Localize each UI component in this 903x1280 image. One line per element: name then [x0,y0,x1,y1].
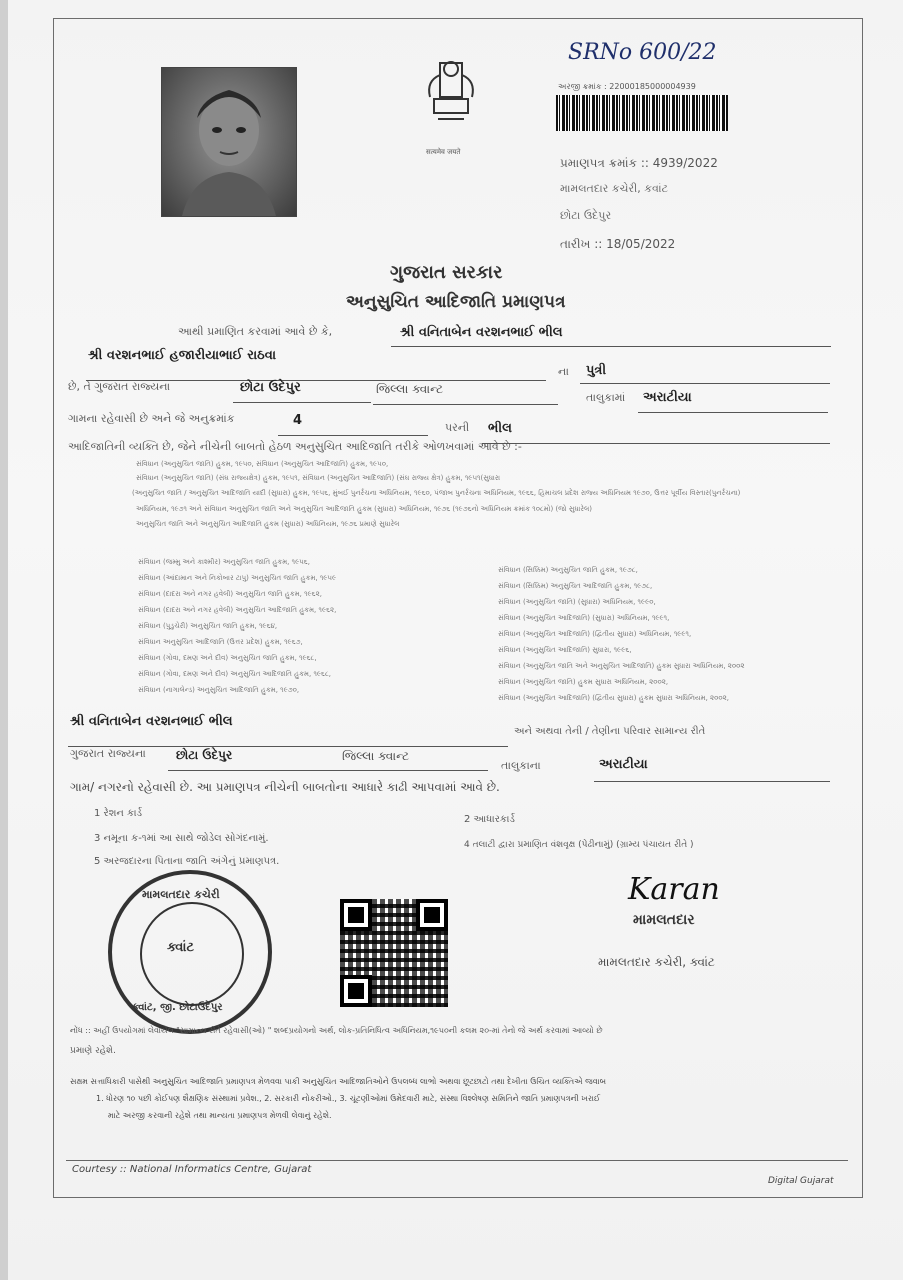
document-item: 2 આધારકાર્ડ [464,814,515,825]
village-value: અરાટીયા [643,390,692,405]
certificate-number: પ્રમાણપત્ર ક્રમાંક :: 4939/2022 [560,156,718,170]
na-label: ના [558,365,569,378]
document-item: 4 તલાટી દ્વારા પ્રમાણિત વંશવૃક્ષ (પેઢીનામું) (ગ્રામ્ય પંચાયત રીતે ) [464,840,694,850]
jilla-kwant-2: જિલ્લા ક્વાન્ટ [342,749,410,763]
tribe-value: ભીલ [488,421,512,436]
order-line-2: સંવિધાન (અનુસુચિત જાતિ) (સંઘ રાજ્યક્ષેત્ર) હુકમ, ૧૯૫૧, સંવિધાન (અનુસુચિત આદિજાતિ) (સંઘ રાજ્ય ક્ષેત્ર) હુકમ, ૧૯૫૧(સુધારા [136,474,501,482]
list-left-item: સંવિધાન (જમ્મુ અને કાશ્મીર) અનુસુચિત જાતિ હુકમ, ૧૯૫૬, [138,558,310,566]
list-left-item: સંવિધાન અનુસુચિત આદિજાતિ (ઉત્તર પ્રદેશ) હુકમ, ૧૯૬૭, [138,638,303,646]
emblem-motto: सत्यमेव जयते [426,148,461,156]
list-left-item: સંવિધાન (દાદરા અને નગર હવેલી) અનુસુચિત આદિજાતિ હુકમ, ૧૯૬૨, [138,606,337,614]
list-right-item: સંવિધાન (અનુસુચિત જાતિ અને અનુસુચિત આદિજાતિ) હુકમ સુધારા અધિનિયમ, ૨૦૦૨ [498,662,745,670]
list-right-item: સંવિધાન (અનુસુચિત આદિજાતિ) (દ્વિતીય સુધારા) હુકમ સુધારા અધિનિયમ, ૨૦૦૨, [498,694,729,702]
officer-title: મામલતદાર [633,912,695,928]
national-emblem-icon [418,55,484,145]
seal-bottom-text: ક્વાંટ, જી. છોટાઉદેપુર [132,1002,223,1013]
parni-label: પરની [445,421,470,434]
order-line-3: (અનુસુચિત જાતિ / અનુસુચિત આદિજાતિ યાદી (સુધારા) હુકમ, ૧૯૫૬, મુંબઈ પુનર્રચના અધિનિયમ, ૧૯૬૦, પંજાબ પુનર્રચના અધિનિયમ, ૧૯૬૬, હિમાચલ પ્રદેશ રાજ્ય અધિનિયમ ૧૯૭૦, ઉત્તર પૂર્વીય વિસ્તાર(પુનર્રચના) [132,489,741,497]
government-title: ગુજરાત સરકાર [390,262,503,283]
list-right-item: સંવિધાન (અનુસુચિત આદિજાતિ) સુધારા, ૧૯૯૬, [498,646,632,654]
relation: પુત્રી [586,363,607,378]
barcode [556,95,728,131]
note-line-2: સક્ષમ સત્તાધિકારી પાસેથી અનુસુચિત આદિજાતિ પ્રમાણપત્ર મેળવવા પાકી અનુસુચિત આદિજાતિઓને ઉપલબ્ધ લાભો અથવા છૂટછાટો તથા દેખીતા ઉચિત વ્યક્તિએ જવાબ [70,1077,607,1086]
resident-prefix: ગામના રહેવાસી છે અને જે અનુક્રમાંક [68,412,235,425]
serial-number: 4 [293,413,303,428]
issuing-office: મામલતદાર કચેરી, કવાંટ [560,182,668,195]
basis-statement: ગામ/ નગરનો રહેવાસી છે. આ પ્રમાણપત્ર નીચેની બાબતોના આધારે કાઢી આપવામાં આવે છે. [70,780,500,794]
order-line-1: સંવિધાન (અનુસુચિત જાતિ) હુકમ, ૧૯૫૦, સંવિધાન (અનુસુચિત આદિજાતિ) હુકમ, ૧૯૫૦, [136,460,389,468]
qr-code [340,899,448,1007]
list-left-item: સંવિધાન (ગોવા, દમણ અને દીવ) અનુસુચિત આદિજાતિ હુકમ, ૧૯૬૮, [138,670,332,678]
seal-mid-text: ક્વાંટ [167,940,195,955]
order-line-4: અધિનિયમ, ૧૯૭૧ અને સંવિધાન અનુસુચિત જાતિ અને અનુસુચિત આદિજાતિ હુકમ (સુધારા) અધિનિયમ, ૧૯૭૬ (૧૯૭૬નો અધિનિયમ ક્રમાંક ૧૦૮મો) (જો સુધારેલ) [136,505,593,513]
state-prefix-2: ગુજરાત રાજ્યના [70,747,146,760]
document-item: 5 અરજદારના પિતાના જાતિ અંગેનું પ્રમાણપત્ર. [94,856,280,867]
taluka-label-2: તાલુકાના [501,759,541,772]
officer-office: મામલતદાર કચેરી, ક્વાંટ [598,955,715,969]
certificate-page [8,0,903,1280]
note-line-1: નોંધ :: અહીં ઉપયોગમાં લેવાયેલ "સામાન્ય રીતે રહેવાસી(ઓ) " શબ્દપ્રયોગનો અર્થ, લોક-પ્રતિનિધિત્વ અધિનિયમ,૧૯૫૦ની કલમ ૨૦-માં તેનો જે અર્થ કરવામાં આવ્યો છે [70,1026,603,1035]
document-item: 1 રેશન કાર્ડ [94,808,143,819]
holder-name: શ્રી વનિતાબેન વરશનભાઈ ભીલ [400,325,563,340]
taluka-label: તાલુકામાં [586,391,626,404]
barcode-number: અરજી ક્રમાંક : 22000185000004939 [558,82,696,91]
list-left-item: સંવિધાન (આંદામાન અને નિકોબાર ટાપુ) અનુસુચિત જાતિ હુકમ, ૧૯૫૯ [138,574,337,582]
list-left-item: સંવિધાન (પુડુચેરી) અનુસુચિત જાતિ હુકમ, ૧૯૬૪, [138,622,278,630]
list-right-item: સંવિધાન (અનુસુચિત આદિજાતિ) (સુધારા) અધિનિયમ, ૧૯૯૧, [498,614,670,622]
list-right-item: સંવિધાન (અનુસુચિત જાતિ) હુકમ સુધારા અધિનિયમ, ૨૦૦૨, [498,678,669,686]
list-right-item: સંવિધાન (સિક્કિમ) અનુસુચિત આદિજાતિ હુકમ, ૧૯૭૮, [498,582,653,590]
family-residence-text: અને અથવા તેની / તેણીના પરિવાર સામાન્ય રીતે [514,726,706,737]
state-prefix: છે, તે ગુજરાત રાજ્યના [68,380,171,393]
list-right-item: સંવિધાન (અનુસુચિત જાતિ) (સુધારા) અધિનિયમ, ૧૯૯૦, [498,598,656,606]
father-name: શ્રી વરશનભાઈ હજારીયાભાઈ રાઠવા [88,348,276,363]
applicant-photo [161,67,297,217]
certify-prefix: આથી પ્રમાણિત કરવામાં આવે છે કે, [178,325,333,338]
list-left-item: સંવિધાન (ગોવા, દમણ અને દીવ) અનુસુચિત જાતિ હુકમ, ૧૯૬૮, [138,654,317,662]
note-line-3: 1. ધોરણ ૧૦ પછી કોઈપણ શૈક્ષણિક સંસ્થામાં પ્રવેશ., 2. સરકારી નોકરીઓ., 3. ચૂંટણીઓમાં ઉમેદવારી માટે, સંસ્થા વિશ્લેષણ સમિતિને જાતિ પ્રમાણપત્રની ખરાઈ [96,1094,601,1103]
courtesy-text: Courtesy :: National Informatics Centre, Gujarat [72,1164,312,1175]
holder-name-repeat: શ્રી વનિતાબેન વરશનભાઈ ભીલ [70,714,233,729]
note-line-4: માટે અરજી કરવાની રહેશે તથા માન્યતા પ્રમાણપત્ર મેળવી લેવાનું રહેશે. [108,1111,332,1120]
list-right-item: સંવિધાન (સિક્કિમ) અનુસુચિત જાતિ હુકમ, ૧૯૭૮, [498,566,638,574]
handwritten-reference: SRNo 600/22 [568,40,717,65]
recognition-statement: આદિજાતિની વ્યક્તિ છે, જેને નીચેની બાબતો હેઠળ અનુસુચિત આદિજાતિ તરીકે ઓળખવામાં આવે છે :- [68,440,522,453]
village-value-2: અરાટીયા [599,757,648,772]
document-item: 3 નમૂના ક-૧માં આ સાથે જોડેલ સોગંદનામું. [94,833,269,844]
jilla-kwant: જિલ્લા ક્વાન્ટ [376,382,444,396]
list-right-item: સંવિધાન (અનુસુચિત આદિજાતિ) (દ્વિતીય સુધારા) અધિનિયમ, ૧૯૯૧, [498,630,692,638]
certificate-title: અનુસુચિત આદિજાતિ પ્રમાણપત્ર [346,292,566,312]
order-line-5: અનુસુચિત જાતિ અને અનુસુચિત આદિજાતિ હુકમ (સુધારા) અધિનિયમ, ૧૯૭૬ પ્રમાણે સુધારેલ [136,520,400,528]
issue-date: તારીખ :: 18/05/2022 [560,237,676,251]
list-left-item: સંવિધાન (નાગાલેન્ડ) અનુસુચિત આદિજાતિ હુકમ, ૧૯૭૦, [138,686,300,694]
district-value: છોટા ઉદેપુર [240,380,301,395]
office-seal [108,870,272,1034]
digital-gujarat-text: Digital Gujarat [768,1176,834,1186]
officer-signature: Karan [628,872,720,907]
list-left-item: સંવિધાન (દાદરા અને નગર હવેલી) અનુસુચિત જાતિ હુકમ, ૧૯૬૨, [138,590,322,598]
district-value-2: છોટા ઉદેપુર [176,748,233,762]
seal-top-text: મામલતદાર કચેરી [142,888,220,901]
note-line-1b: પ્રમાણે રહેશે. [70,1046,116,1056]
issuing-district: છોટા ઉદેપુર [560,209,612,222]
